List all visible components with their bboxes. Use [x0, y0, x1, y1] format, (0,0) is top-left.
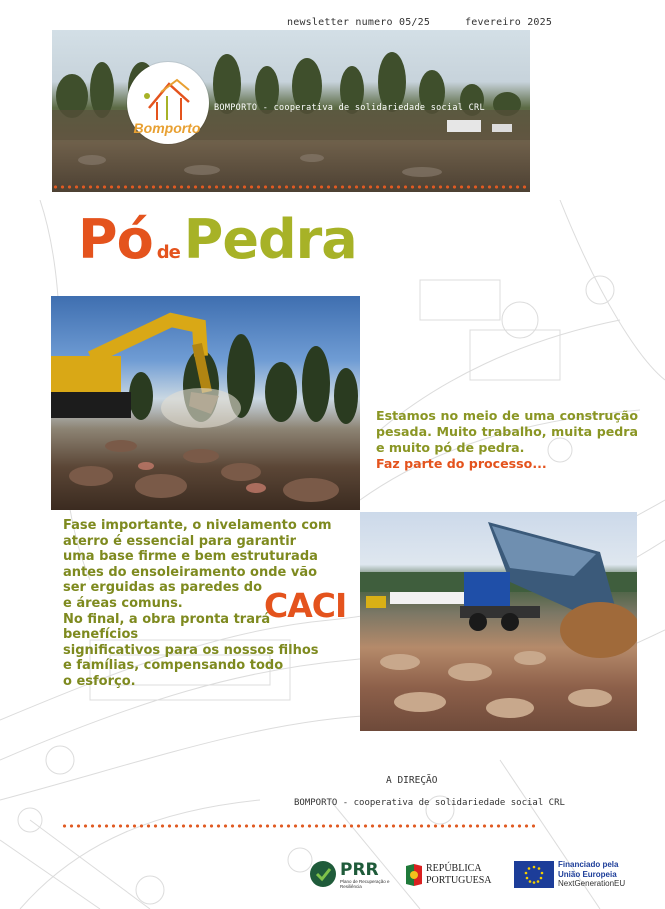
eu-text	[558, 860, 625, 889]
signature-org: BOMPORTO - cooperativa de solidariedade social CRL	[294, 798, 565, 808]
excavator-photo	[51, 296, 360, 510]
dotted-divider-top	[52, 184, 530, 190]
header-banner	[52, 30, 530, 192]
logo-brand-name: Bomporto	[133, 120, 201, 136]
prr-label: PRR	[340, 860, 379, 880]
newsletter-number: newsletter numero 05/25	[287, 17, 431, 28]
title-po: Pó	[78, 208, 153, 271]
republica-text	[426, 863, 506, 887]
dump-truck-photo	[360, 512, 637, 731]
body-line: o esforço.	[63, 673, 136, 689]
dotted-divider-bottom	[61, 823, 535, 829]
body-line: aterro é essencial para garantir	[63, 533, 297, 549]
portugal-flag-icon	[404, 862, 424, 888]
body-line: e famílias, compensando todo	[63, 658, 284, 674]
body-line: uma base firme e bem estruturada	[63, 549, 318, 565]
body-line: ser erguidas as paredes do	[63, 580, 263, 596]
signature-by: A DIREÇÃO	[386, 775, 438, 786]
body-line: antes do ensoleiramento onde vão	[63, 564, 318, 580]
body-line: significativos para os nossos filhos	[63, 642, 319, 658]
body-line: No final, a obra pronta trará benefícios	[63, 611, 271, 643]
excavator-illustration	[51, 296, 360, 510]
banner-tagline: BOMPORTO - cooperativa de solidariedade social CRL	[214, 103, 485, 113]
prr-subtitle: Plano de Recuperação e Resiliência	[340, 879, 390, 889]
intro-emphasis: Faz parte do processo...	[376, 456, 547, 471]
caci-label: CACI	[264, 586, 347, 625]
bomporto-logo	[127, 62, 209, 144]
eu-line2: União Europeia	[558, 869, 617, 879]
title-de: de	[156, 242, 180, 263]
body-line: Fase importante, o nivelamento com	[63, 518, 332, 533]
republica-line2: PORTUGUESA	[426, 875, 492, 886]
newsletter-date: fevereiro 2025	[465, 17, 553, 28]
prr-emblem-icon	[309, 860, 337, 888]
eu-flag-icon	[514, 861, 554, 888]
eu-line3: NextGenerationEU	[558, 879, 626, 888]
title-pedra: Pedra	[183, 208, 357, 271]
body-line: e áreas comuns.	[63, 595, 183, 611]
eu-line1: Financiado pela	[558, 860, 619, 869]
republica-line1: REPÚBLICA	[426, 863, 482, 874]
page-title	[78, 208, 357, 271]
intro-text: Estamos no meio de uma construção pesada. Muito trabalho, muita pedra e muito pó de pedra.	[376, 408, 638, 455]
eu-stars-icon	[514, 861, 554, 888]
dump-truck-illustration	[360, 512, 637, 731]
